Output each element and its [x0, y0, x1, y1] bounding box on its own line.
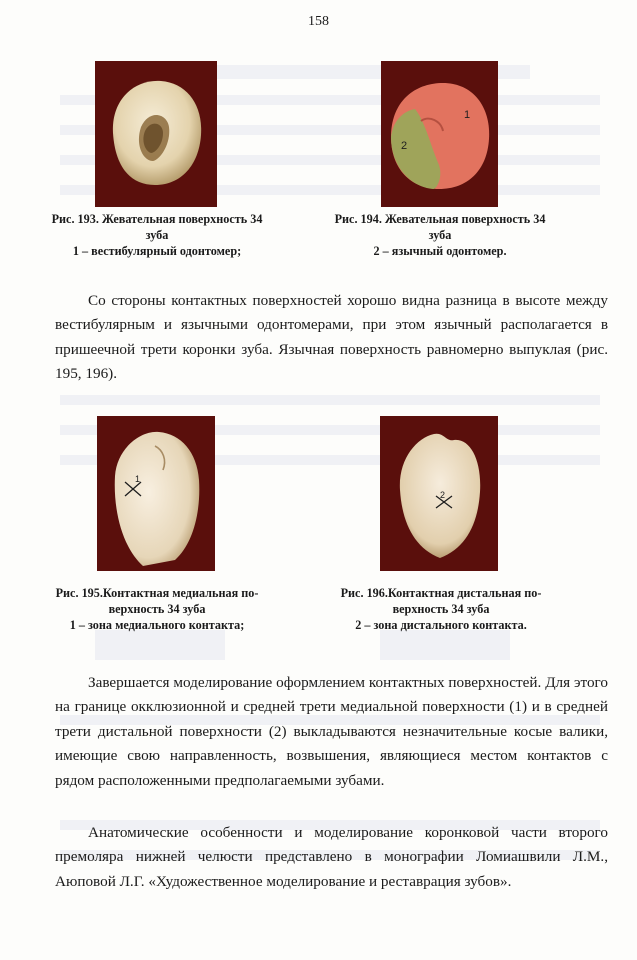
- figure-195-photo: [97, 416, 215, 571]
- figure-193-caption-title: Рис. 193. Жевательная поверхность 34: [51, 212, 263, 226]
- figure-196-caption: [311, 585, 571, 633]
- page-number: 158: [308, 14, 329, 29]
- figure-195-label-1: 1: [135, 474, 141, 484]
- figure-193-photo: [95, 61, 217, 207]
- paragraph-1: [55, 289, 608, 387]
- figure-196-caption-title: Рис. 196.Контактная дистальная по-: [340, 586, 542, 600]
- paragraph-1-text: Со стороны контактных поверхностей хорошо видна разница в высоте между вестибулярным и язычными одонтомерами, при этом язычный располагается в пришеечной трети коронки зуба. Язычная поверхность равномерно выпуклая (рис. 195, 196).: [55, 292, 608, 383]
- figure-194-photo: [381, 61, 498, 207]
- paragraph-2: [55, 671, 608, 793]
- figure-196-photo: [380, 416, 498, 571]
- figure-194-caption-sub: 2 – язычный одонтомер.: [373, 244, 507, 258]
- figure-196-caption-title-2: верхность 34 зуба: [392, 602, 490, 616]
- figure-194-label-1: 1: [464, 109, 471, 121]
- figure-196-caption-sub: 2 – зона дистального контакта.: [355, 618, 527, 632]
- figure-195-caption: [26, 585, 288, 633]
- figure-195-caption-title-2: верхность 34 зуба: [108, 602, 206, 616]
- figure-194-label-2: 2: [401, 140, 408, 152]
- paragraph-3-text: Анатомические особенности и моделирование коронковой части второго премоляра нижней челюсти представлено в монографии Ломиашвили Л.М., Аюповой Л.Г. «Художественное моделирование и реставрация зубов».: [55, 824, 608, 890]
- figure-194-caption: [305, 211, 575, 259]
- figure-194-caption-title-2: зуба: [428, 228, 452, 242]
- figure-195-caption-sub: 1 – зона медиального контакта;: [69, 618, 245, 632]
- figure-193-caption: [26, 211, 288, 259]
- figure-193-caption-sub: 1 – вестибулярный одонтомер;: [72, 244, 242, 258]
- figure-194-caption-title: Рис. 194. Жевательная поверхность 34: [334, 212, 546, 226]
- paragraph-3: [55, 821, 608, 894]
- figure-193-caption-title-2: зуба: [145, 228, 169, 242]
- figure-196-label-2: 2: [440, 490, 446, 500]
- paragraph-2-text: Завершается моделирование оформлением контактных поверхностей. Для этого на границе окклюзионной и средней трети медиальной поверхности (1) и в средней трети дистальной поверхности (2) выкладываются незначительные косые валики, имеющие свою направленность, возвышения, являющиеся местом контактов с рядом расположенными предполагаемыми зубами.: [55, 674, 608, 789]
- figure-195-caption-title: Рис. 195.Контактная медиальная по-: [55, 586, 259, 600]
